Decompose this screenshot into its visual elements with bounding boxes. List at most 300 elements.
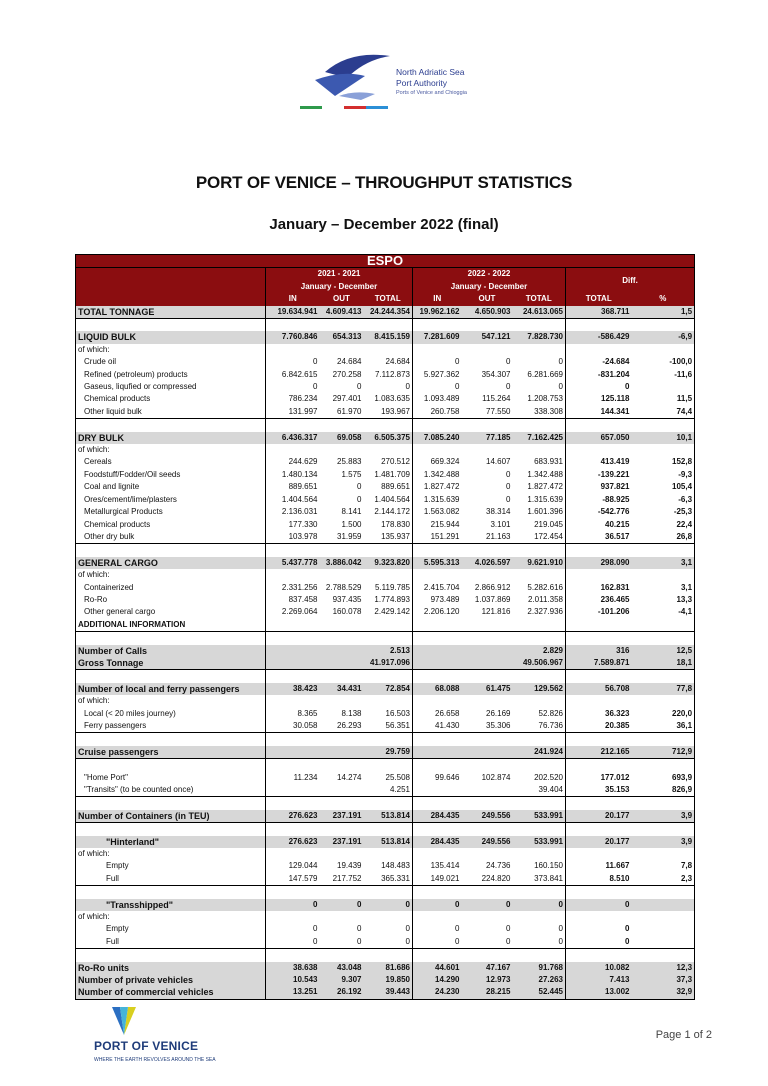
- row-value: 0: [506, 924, 511, 934]
- row-value: -101.206: [566, 606, 632, 618]
- row-value: 1.601.396: [527, 507, 563, 517]
- table-row: [76, 836, 695, 848]
- row-value: 9.621.910: [513, 557, 566, 569]
- table-row: [76, 569, 695, 581]
- row-value: [462, 444, 513, 456]
- row-value: 148.483: [381, 861, 410, 871]
- row-value: 61.475: [462, 683, 513, 695]
- row-value: [513, 695, 566, 707]
- row-value: 24.684: [337, 357, 362, 367]
- period1-header: 2021 - 2021: [266, 268, 413, 281]
- row-value: [266, 848, 320, 860]
- row-value: [462, 784, 513, 797]
- row-value: 3,1: [632, 557, 695, 569]
- row-value: 44.601: [413, 962, 462, 974]
- row-value: [320, 444, 364, 456]
- row-value: 74,4: [676, 406, 693, 416]
- table-row: [76, 848, 695, 860]
- row-value: 249.556: [462, 810, 513, 823]
- row-value: 0: [266, 381, 320, 393]
- row-value: 0: [405, 936, 410, 946]
- row-value: [266, 444, 320, 456]
- row-label: Refined (petroleum) products: [84, 369, 188, 379]
- row-value: 41.917.096: [364, 657, 413, 670]
- table-row: [76, 645, 695, 657]
- row-value: 68.088: [413, 683, 462, 695]
- row-value: 2.327.936: [527, 607, 563, 617]
- table-row: [76, 683, 695, 695]
- row-value: 654.313: [320, 331, 364, 343]
- row-value: 10.543: [266, 974, 320, 986]
- row-value: [513, 569, 566, 581]
- row-value: 241.924: [513, 746, 566, 759]
- row-value: [320, 784, 364, 797]
- row-value: -25,3: [673, 507, 693, 517]
- row-value: 0: [413, 899, 462, 911]
- row-separator: [76, 733, 695, 746]
- row-value: 413.419: [566, 456, 632, 468]
- row-label: of which:: [78, 570, 110, 580]
- row-value: 24.613.065: [513, 306, 566, 319]
- row-value: 0: [413, 356, 462, 368]
- row-value: 1.037.869: [474, 594, 511, 604]
- table-row: [76, 444, 695, 456]
- row-value: -6,9: [632, 331, 695, 343]
- row-label: Number of Containers (in TEU): [76, 810, 266, 823]
- row-value: 0: [506, 494, 511, 504]
- table-row: [76, 746, 695, 759]
- row-value: 25.883: [337, 457, 362, 467]
- row-label: Ro-Ro: [84, 594, 108, 604]
- row-value: [632, 619, 695, 632]
- row-value: [632, 923, 695, 935]
- row-value: 217.752: [332, 873, 362, 883]
- col-total-2: TOTAL: [513, 293, 566, 305]
- port-authority-logo: [295, 50, 485, 115]
- row-label: Other dry bulk: [84, 531, 135, 541]
- row-value: 147.579: [266, 873, 320, 886]
- row-value: -11,6: [674, 369, 693, 379]
- table-row: [76, 974, 695, 986]
- row-value: 1.563.082: [413, 506, 462, 518]
- row-value: [462, 695, 513, 707]
- row-value: 24.684: [385, 357, 410, 367]
- row-value: 52.826: [538, 708, 563, 718]
- row-label: "Transits" (to be counted once): [84, 784, 194, 794]
- row-value: 24.736: [486, 861, 511, 871]
- row-value: [513, 444, 566, 456]
- col-pct: %: [632, 293, 695, 305]
- row-value: [266, 746, 320, 759]
- row-value: 20.177: [566, 810, 632, 823]
- row-label: Local (< 20 miles journey): [84, 708, 176, 718]
- row-value: 0: [357, 936, 362, 946]
- row-label: "Home Port": [84, 772, 128, 782]
- row-label: LIQUID BULK: [76, 331, 266, 343]
- row-label: Gross Tonnage: [76, 657, 266, 670]
- row-value: 0: [266, 936, 320, 949]
- row-value: 0: [266, 356, 320, 368]
- row-value: -4,1: [678, 607, 693, 617]
- row-value: [413, 344, 462, 356]
- row-value: 8.141: [341, 507, 362, 517]
- row-value: 160.150: [534, 861, 563, 871]
- row-value: 38.423: [266, 683, 320, 695]
- table-row: [76, 594, 695, 606]
- row-value: 49.506.967: [513, 657, 566, 670]
- row-label: Chemical products: [84, 519, 151, 529]
- row-value: 1.208.753: [527, 394, 563, 404]
- row-value: 237.191: [320, 836, 364, 848]
- row-value: 6.281.669: [527, 369, 563, 379]
- row-value: 39.404: [538, 784, 563, 794]
- table-row: [76, 695, 695, 707]
- row-value: 2.788.529: [325, 582, 362, 592]
- row-value: -139.221: [566, 469, 632, 481]
- row-value: -542.776: [566, 506, 632, 518]
- row-value: 4.650.903: [462, 306, 513, 319]
- row-value: [462, 657, 513, 670]
- row-value: 5.927.362: [413, 369, 462, 381]
- row-value: [462, 911, 513, 923]
- col-total-1: TOTAL: [364, 293, 413, 305]
- row-value: 26,8: [676, 531, 693, 541]
- row-value: [513, 848, 566, 860]
- row-value: [566, 619, 632, 632]
- page-number: Page 1 of 2: [655, 1029, 712, 1041]
- row-value: 1.342.488: [413, 469, 462, 481]
- table-row: [76, 860, 695, 872]
- row-value: [413, 911, 462, 923]
- row-value: 31.959: [337, 531, 362, 541]
- row-value: 135.937: [381, 531, 410, 541]
- row-value: 13,3: [676, 594, 693, 604]
- row-value: 0: [566, 936, 632, 949]
- row-value: 11.667: [566, 860, 632, 872]
- row-label: Containerized: [84, 582, 134, 592]
- row-label: of which:: [78, 911, 110, 921]
- row-label: Number of Calls: [76, 645, 266, 657]
- row-value: 26.293: [337, 720, 362, 730]
- row-value: 81.686: [364, 962, 413, 974]
- row-value: 2.415.704: [413, 582, 462, 594]
- row-value: 0: [405, 382, 410, 392]
- row-value: 26.192: [320, 986, 364, 999]
- row-value: 8.138: [341, 708, 362, 718]
- row-value: [266, 695, 320, 707]
- table-row: [76, 873, 695, 886]
- row-value: 298.090: [566, 557, 632, 569]
- row-value: 373.841: [534, 873, 563, 883]
- row-value: 7.760.846: [266, 331, 320, 343]
- col-in-1: IN: [266, 293, 320, 305]
- row-value: 2.429.142: [374, 607, 410, 617]
- table-row: [76, 772, 695, 784]
- page-subtitle: January – December 2022 (final): [269, 216, 499, 233]
- row-value: 669.324: [413, 456, 462, 468]
- table-row: [76, 456, 695, 468]
- row-value: [364, 695, 413, 707]
- table-row: [76, 582, 695, 594]
- row-value: 244.629: [266, 456, 320, 468]
- row-value: 0: [405, 924, 410, 934]
- row-value: [413, 657, 462, 670]
- row-value: 0: [506, 482, 511, 492]
- row-value: 368.711: [566, 306, 632, 319]
- table-row: [76, 344, 695, 356]
- row-value: [462, 344, 513, 356]
- row-label: of which:: [78, 696, 110, 706]
- row-value: 215.944: [413, 519, 462, 531]
- row-value: -9,3: [678, 469, 693, 479]
- row-value: 2.136.031: [266, 506, 320, 518]
- row-value: 22,4: [676, 519, 693, 529]
- row-value: 533.991: [513, 810, 566, 823]
- row-value: 121.816: [481, 607, 511, 617]
- row-value: 7.112.873: [375, 369, 410, 379]
- row-value: 219.045: [534, 519, 563, 529]
- row-value: 513.814: [364, 836, 413, 848]
- row-value: 712,9: [632, 746, 695, 759]
- row-value: 178.830: [381, 519, 410, 529]
- row-value: 1.342.488: [527, 469, 563, 479]
- row-value: [266, 344, 320, 356]
- row-value: 177.012: [566, 772, 632, 784]
- row-value: 1.093.489: [413, 393, 462, 405]
- row-value: 61.970: [337, 406, 362, 416]
- row-value: 0: [558, 936, 563, 946]
- row-value: 0: [357, 494, 362, 504]
- row-value: 1.404.564: [266, 494, 320, 506]
- row-value: 837.458: [266, 594, 320, 606]
- row-value: 2.206.120: [413, 606, 462, 618]
- row-value: [462, 746, 513, 759]
- row-value: 1.315.639: [413, 494, 462, 506]
- row-value: 29.759: [364, 746, 413, 759]
- row-value: 276.623: [266, 836, 320, 848]
- row-value: 9.323.820: [364, 557, 413, 569]
- row-value: 5.595.313: [413, 557, 462, 569]
- row-value: 26.169: [486, 708, 511, 718]
- row-value: 35.153: [566, 784, 632, 797]
- row-value: [566, 569, 632, 581]
- row-value: 224.820: [481, 873, 511, 883]
- table-row: [76, 306, 695, 319]
- row-value: 1.083.635: [374, 394, 410, 404]
- row-value: 56.708: [566, 683, 632, 695]
- col-out-1: OUT: [320, 293, 364, 305]
- row-value: 937.821: [566, 481, 632, 493]
- row-value: 786.234: [266, 393, 320, 405]
- row-label: GENERAL CARGO: [76, 557, 266, 569]
- row-value: 0: [413, 936, 462, 949]
- row-value: 13.251: [266, 986, 320, 999]
- row-value: 2.513: [364, 645, 413, 657]
- row-value: 19.634.941: [266, 306, 320, 319]
- table-row: [76, 606, 695, 618]
- row-value: 24.244.354: [364, 306, 413, 319]
- row-value: 144.341: [566, 406, 632, 419]
- table-row: [76, 923, 695, 935]
- table-row: [76, 393, 695, 405]
- row-value: 43.048: [320, 962, 364, 974]
- page-title: PORT OF VENICE – THROUGHPUT STATISTICS: [195, 173, 573, 192]
- row-value: 2.269.064: [266, 606, 320, 618]
- row-value: 1.774.893: [374, 594, 410, 604]
- row-label: Metallurgical Products: [84, 507, 163, 517]
- row-value: 0: [320, 899, 364, 911]
- row-label: Number of commercial vehicles: [76, 986, 266, 999]
- row-value: 2,3: [680, 873, 693, 883]
- row-value: 38.314: [486, 507, 511, 517]
- row-value: 19.439: [337, 861, 362, 871]
- row-value: 5.282.616: [527, 582, 563, 592]
- period2-range: January - December: [413, 281, 566, 293]
- row-value: 0: [462, 899, 513, 911]
- row-label: Gaseus, liqufied or compressed: [84, 382, 197, 392]
- table-row: [76, 531, 695, 544]
- row-value: 3,9: [632, 836, 695, 848]
- table-row: [76, 936, 695, 949]
- row-value: [266, 569, 320, 581]
- row-value: 10,1: [632, 432, 695, 444]
- row-value: 354.307: [481, 369, 511, 379]
- row-value: 39.443: [364, 986, 413, 999]
- row-value: [632, 381, 695, 393]
- row-value: 1.575: [341, 469, 362, 479]
- row-value: 6.505.375: [364, 432, 413, 444]
- row-value: 1.827.472: [527, 482, 563, 492]
- row-value: [364, 619, 413, 632]
- row-value: [266, 657, 320, 670]
- row-value: [320, 569, 364, 581]
- row-value: 2.011.358: [528, 594, 563, 604]
- row-value: 40.215: [566, 519, 632, 531]
- row-value: 276.623: [266, 810, 320, 823]
- row-value: 657.050: [566, 432, 632, 444]
- table-row: [76, 381, 695, 393]
- row-value: -88.925: [566, 494, 632, 506]
- row-value: 547.121: [462, 331, 513, 343]
- row-value: [632, 911, 695, 923]
- row-label: ADDITIONAL INFORMATION: [78, 619, 186, 629]
- row-separator: [76, 319, 695, 332]
- table-row: [76, 720, 695, 733]
- row-value: [364, 911, 413, 923]
- row-label: "Hinterland": [76, 836, 266, 848]
- row-value: 365.331: [381, 873, 410, 883]
- row-value: 220,0: [672, 708, 693, 718]
- row-label: Ro-Ro units: [76, 962, 266, 974]
- table-row: [76, 962, 695, 974]
- row-value: 12,3: [632, 962, 695, 974]
- row-value: 26.658: [413, 708, 462, 720]
- row-value: 69.058: [320, 432, 364, 444]
- row-value: 3,1: [680, 582, 693, 592]
- row-value: [632, 695, 695, 707]
- row-value: [632, 936, 695, 949]
- row-value: 0: [558, 357, 563, 367]
- table-row: [76, 911, 695, 923]
- row-value: 13.002: [566, 986, 632, 999]
- row-value: [513, 344, 566, 356]
- row-value: 162.831: [566, 582, 632, 594]
- row-value: 72.854: [364, 683, 413, 695]
- table-row: [76, 708, 695, 720]
- row-value: -586.429: [566, 331, 632, 343]
- row-value: 1.480.134: [266, 469, 320, 481]
- table-row: [76, 986, 695, 999]
- row-label: Foodstuff/Fodder/Oil seeds: [84, 469, 181, 479]
- row-value: 18,1: [632, 657, 695, 670]
- row-separator: [76, 670, 695, 683]
- table-row: [76, 657, 695, 670]
- row-value: 7.281.609: [413, 331, 462, 343]
- row-value: 683.931: [534, 457, 563, 467]
- table-row: [76, 810, 695, 823]
- row-value: 35.306: [486, 720, 511, 730]
- row-value: 20.177: [566, 836, 632, 848]
- row-value: 0: [266, 899, 320, 911]
- row-value: 4.609.413: [320, 306, 364, 319]
- row-value: 0: [506, 469, 511, 479]
- throughput-table-container: [75, 254, 694, 1000]
- row-value: [413, 444, 462, 456]
- row-value: [413, 746, 462, 759]
- row-value: 8.415.159: [364, 331, 413, 343]
- row-value: [320, 657, 364, 670]
- row-value: [266, 784, 320, 797]
- row-value: [413, 848, 462, 860]
- row-value: 0: [566, 923, 632, 935]
- row-value: 41.430: [413, 720, 462, 733]
- row-value: 19.850: [364, 974, 413, 986]
- row-value: [364, 569, 413, 581]
- row-value: 826,9: [672, 784, 693, 794]
- row-value: 236.465: [566, 594, 632, 606]
- port-of-venice-logo: [94, 1005, 234, 1070]
- row-value: [266, 645, 320, 657]
- row-label: Crude oil: [84, 357, 117, 367]
- row-label: of which:: [78, 848, 110, 858]
- row-value: 1.481.709: [374, 469, 410, 479]
- row-value: 0: [566, 381, 632, 393]
- row-value: -6,3: [678, 494, 693, 504]
- row-value: [632, 899, 695, 911]
- table-row: [76, 506, 695, 518]
- table-row: [76, 557, 695, 569]
- row-value: 0: [558, 382, 563, 392]
- table-row: [76, 469, 695, 481]
- row-value: 99.646: [413, 772, 462, 784]
- row-value: 149.021: [413, 873, 462, 886]
- row-label: "Transshipped": [76, 899, 266, 911]
- row-value: 25.508: [385, 772, 410, 782]
- row-value: 16.503: [385, 708, 410, 718]
- table-row: [76, 356, 695, 368]
- row-value: 0: [506, 936, 511, 946]
- period2-header: 2022 - 2022: [413, 268, 566, 281]
- row-value: 14.290: [413, 974, 462, 986]
- row-value: 5.437.778: [266, 557, 320, 569]
- row-value: 284.435: [413, 810, 462, 823]
- row-label: Full: [106, 873, 119, 883]
- row-label: TOTAL TONNAGE: [76, 306, 266, 319]
- row-value: 237.191: [320, 810, 364, 823]
- row-value: 36.323: [566, 708, 632, 720]
- col-diff-total: TOTAL: [566, 293, 632, 305]
- row-value: 7.828.730: [513, 331, 566, 343]
